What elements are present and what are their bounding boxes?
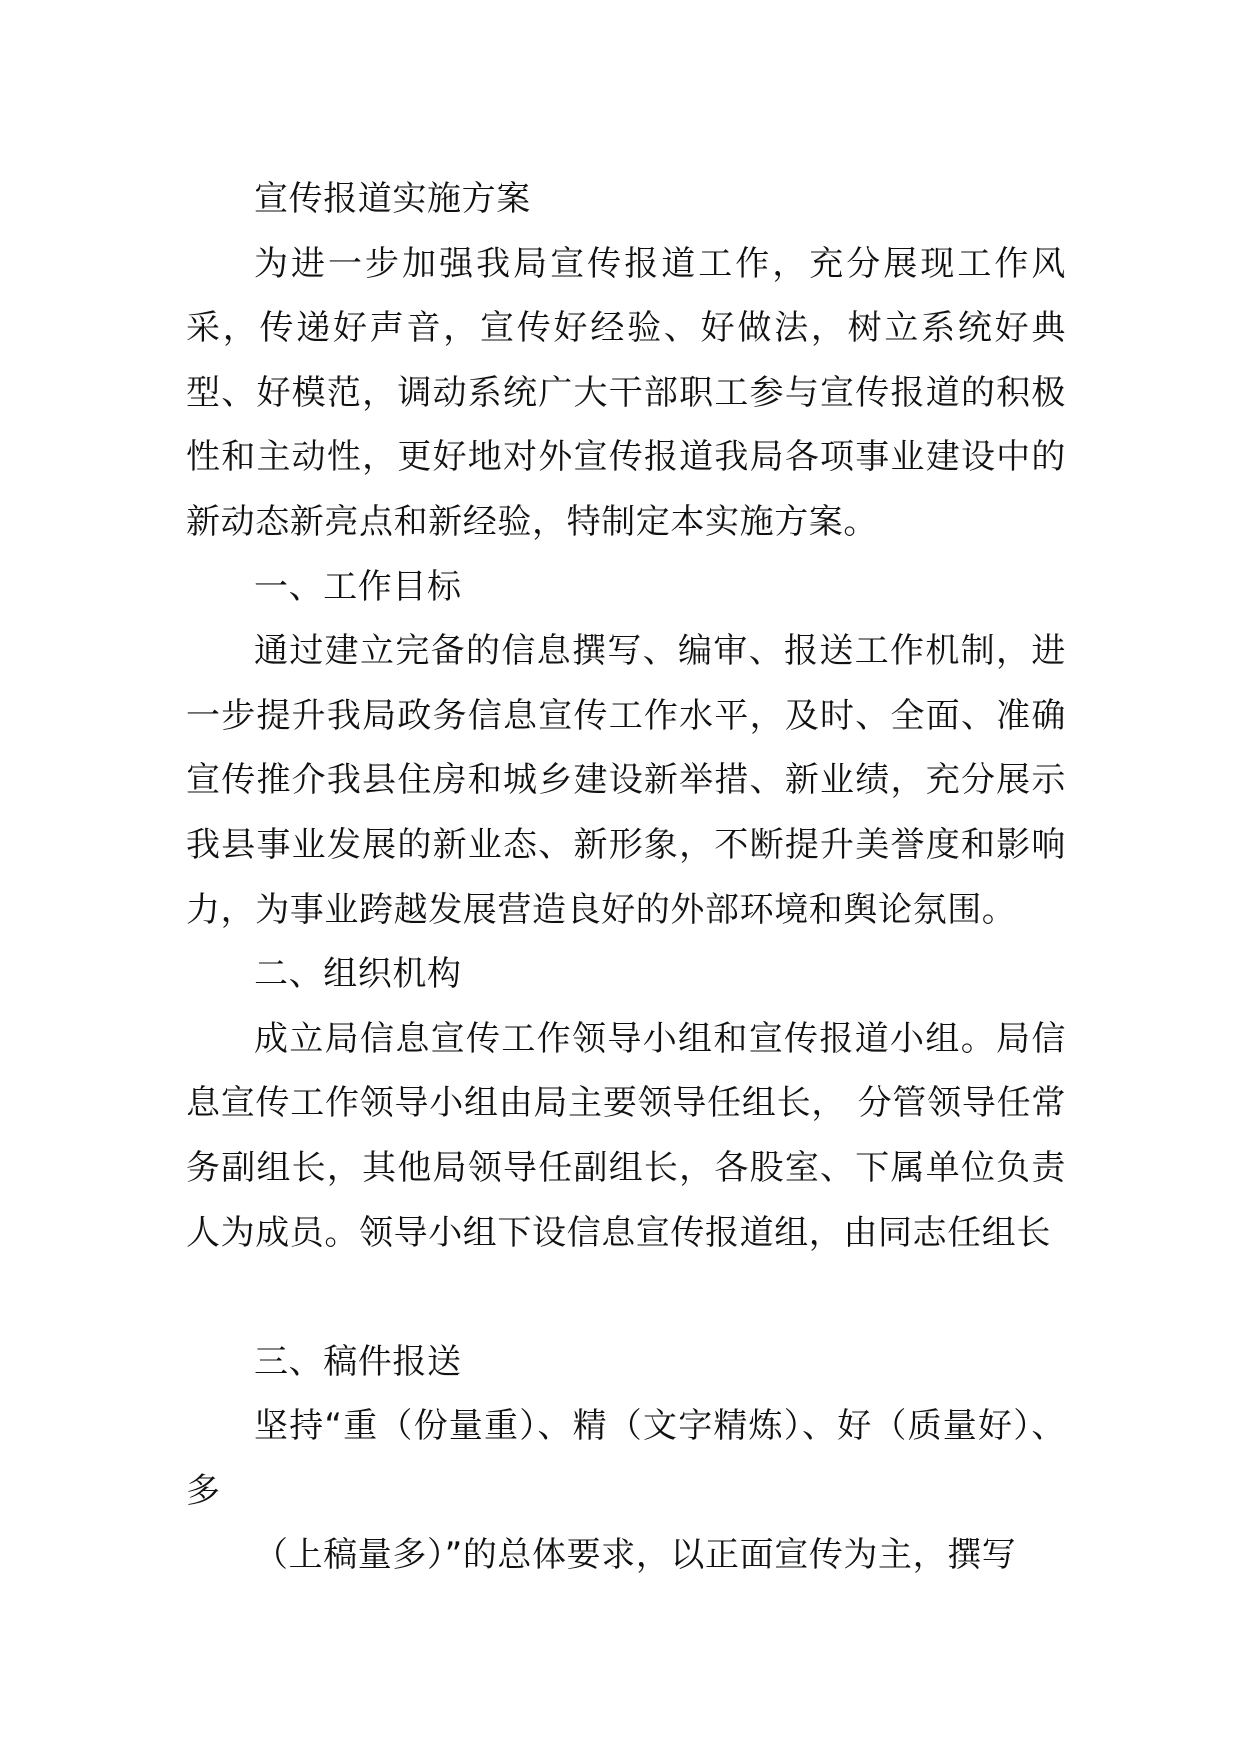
submission-paragraph-part2: （上稿量多）”的总体要求，以正面宣传为主，撰写 xyxy=(254,1535,1017,1576)
submission-paragraph-part1: 坚持“重（份量重）、精（文字精炼）、好（质量好）、多 xyxy=(186,1406,1066,1511)
section-heading-goals: 一、工作目标 xyxy=(254,566,462,607)
intro-paragraph: 为进一步加强我局宣传报道工作，充分展现工作风采，传递好声音，宣传好经验、好做法，树立系统好典型、好模范，调动系统广大干部职工参与宣传报道的积极性和主动性，更好地对外宣传报道我局各项事业建设中的新动态新亮点和新经验，特制定本实施方案。 xyxy=(186,243,1066,542)
section-heading-organization: 二、组织机构 xyxy=(254,954,462,995)
goals-paragraph: 通过建立完备的信息撰写、编审、报送工作机制，进一步提升我局政务信息宣传工作水平，及时、全面、准确宣传推介我县住房和城乡建设新举措、新业绩，充分展示我县事业发展的新业态、新形象，不断提升美誉度和影响力，为事业跨越发展营造良好的外部环境和舆论氛围。 xyxy=(186,631,1066,930)
document-title: 宣传报道实施方案 xyxy=(254,179,531,219)
organization-paragraph: 成立局信息宣传工作领导小组和宣传报道小组。局信息宣传工作领导小组由局主要领导任组长， 分管领导任常务副组长，其他局领导任副组长，各股室、下属单位负责人为成员。领导小组下设信息宣传报道组，由同志任组长 xyxy=(186,1018,1066,1253)
section-heading-submission: 三、稿件报送 xyxy=(254,1341,462,1382)
document-body xyxy=(186,167,1066,1588)
